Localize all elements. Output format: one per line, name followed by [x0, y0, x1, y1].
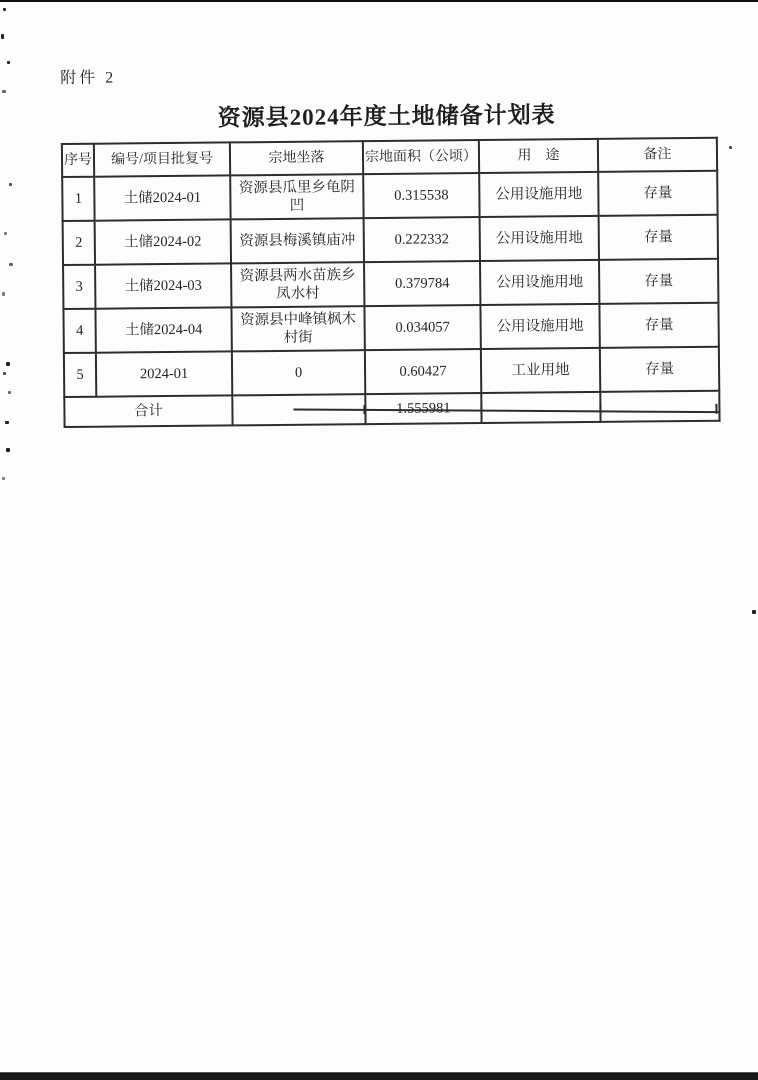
- seq-cell: 1: [62, 177, 94, 221]
- scan-speck: [6, 448, 10, 452]
- area-cell: 0.034057: [364, 305, 480, 350]
- location-cell: 资源县梅溪镇庙冲: [231, 218, 364, 263]
- use-cell: 公用设施用地: [480, 260, 599, 305]
- location-cell: 资源县两水苗族乡凤水村: [231, 262, 364, 307]
- table-row: [64, 347, 719, 397]
- seq-cell: 2: [63, 221, 95, 265]
- seq-cell: 3: [63, 265, 95, 309]
- scan-speck: [4, 232, 7, 235]
- header-location: 宗地坐落: [230, 141, 363, 175]
- scan-warp-stub: [363, 405, 365, 414]
- table-row: [63, 215, 718, 265]
- scan-speck: [6, 362, 10, 366]
- seq-cell: 5: [64, 353, 96, 397]
- note-cell: 存量: [598, 171, 717, 216]
- header-use: 用 途: [479, 139, 598, 173]
- scan-speck: [3, 8, 6, 11]
- seq-cell: 4: [63, 309, 95, 353]
- note-cell: 存量: [600, 347, 719, 392]
- scan-warp-stub: [480, 405, 482, 414]
- scan-speck: [9, 183, 12, 186]
- total-label-cell: 合计: [64, 395, 232, 427]
- scan-speck: [5, 421, 9, 424]
- use-cell: 公用设施用地: [480, 304, 599, 349]
- table-row: [63, 303, 718, 353]
- total-note-cell: [600, 391, 719, 422]
- land-reserve-table: [61, 137, 721, 428]
- scan-speck: [2, 477, 5, 480]
- scan-speck: [2, 90, 6, 93]
- code-cell: 土储2024-04: [95, 307, 231, 352]
- scan-speck: [8, 391, 11, 394]
- scan-speck: [3, 372, 6, 375]
- code-cell: 土储2024-02: [95, 219, 231, 264]
- location-cell: 资源县中峰镇枫木村街: [231, 306, 364, 351]
- header-note: 备注: [598, 138, 717, 172]
- header-seq: 序号: [62, 144, 94, 177]
- area-cell: 0.315538: [363, 173, 479, 218]
- area-cell: 0.60427: [365, 349, 481, 394]
- note-cell: 存量: [599, 259, 718, 304]
- header-area: 宗地面积（公顷）: [363, 140, 479, 174]
- scan-speck: [729, 146, 732, 149]
- scan-warp-stub: [599, 405, 601, 414]
- note-cell: 存量: [599, 215, 718, 260]
- location-cell: 0: [232, 350, 365, 395]
- table-row: [63, 259, 718, 309]
- code-cell: 2024-01: [96, 351, 232, 396]
- page-title: 资源县2024年度土地储备计划表: [217, 102, 556, 131]
- table-row: [62, 171, 717, 221]
- scan-speck: [7, 61, 10, 64]
- code-cell: 土储2024-01: [94, 175, 230, 220]
- header-code: 编号/项目批复号: [94, 142, 230, 176]
- area-cell: 0.379784: [364, 261, 480, 306]
- use-cell: 公用设施用地: [480, 216, 599, 261]
- scan-bottom-edge: [0, 1072, 758, 1080]
- use-cell: 公用设施用地: [479, 172, 598, 217]
- use-cell: 工业用地: [481, 348, 600, 393]
- scan-speck: [752, 610, 756, 614]
- location-cell: 资源县瓜里乡龟阴凹: [230, 174, 363, 219]
- total-use-cell: [481, 392, 600, 423]
- scan-speck: [9, 263, 13, 266]
- scan-warp-stub: [715, 404, 717, 414]
- note-cell: 存量: [599, 303, 718, 348]
- scan-speck: [1, 34, 4, 39]
- area-cell: 0.222332: [364, 217, 480, 262]
- code-cell: 土储2024-03: [95, 263, 231, 308]
- scan-speck: [2, 292, 5, 296]
- attachment-label: 附件 2: [60, 69, 117, 88]
